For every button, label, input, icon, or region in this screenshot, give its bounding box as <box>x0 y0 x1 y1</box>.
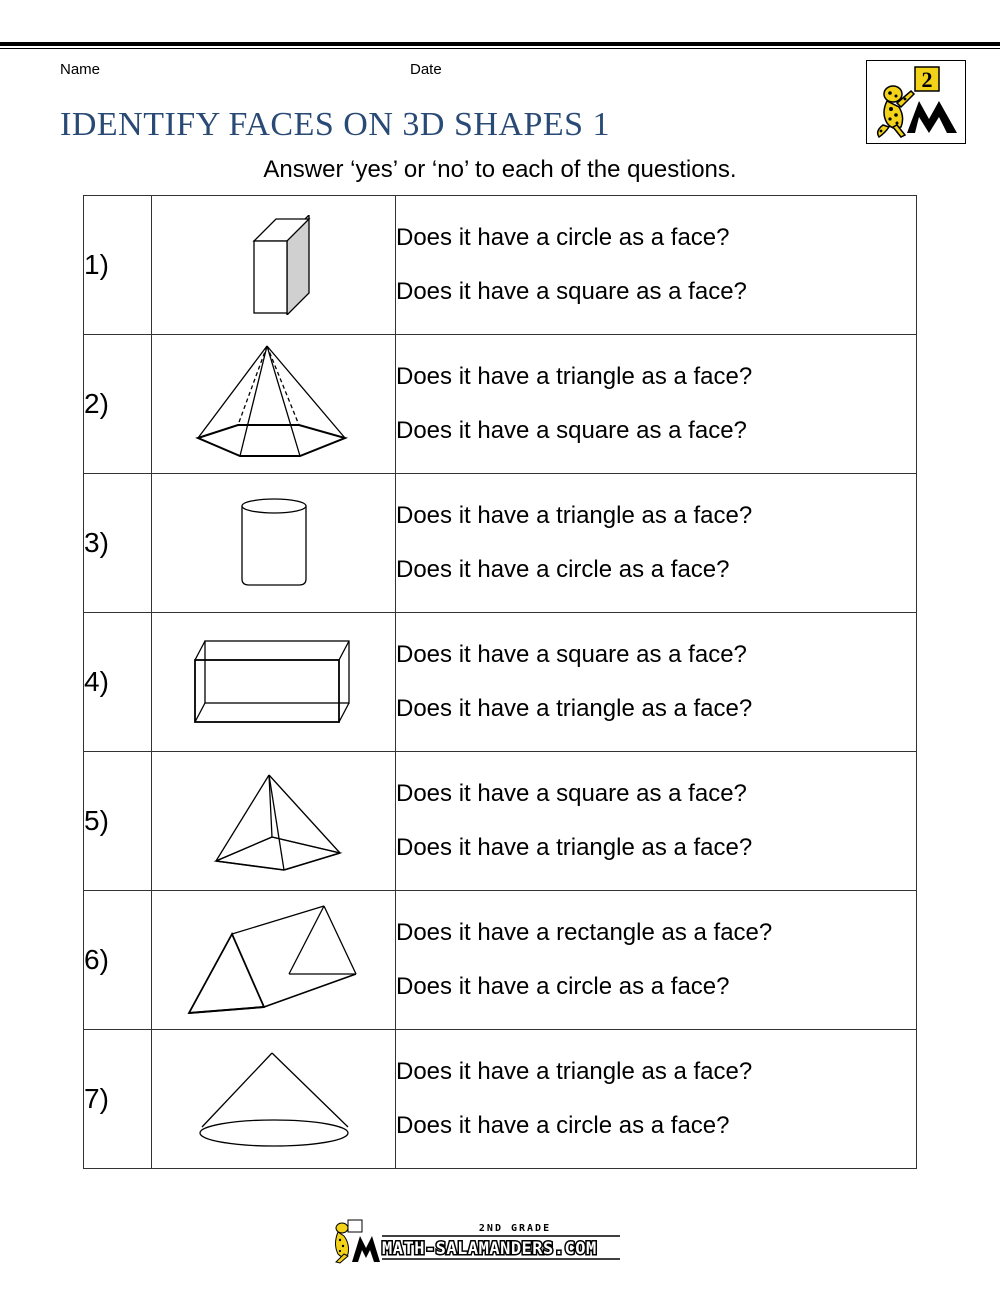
math-salamanders-logo <box>866 60 966 144</box>
square-pyramid-icon <box>204 771 344 871</box>
question-2: Does it have a square as a face? <box>396 417 747 444</box>
question-2: Does it have a triangle as a face? <box>396 834 753 861</box>
worksheet-title: IDENTIFY FACES ON 3D SHAPES 1 <box>60 106 611 143</box>
hexagonal-pyramid-icon <box>169 342 379 466</box>
question-number: 7) <box>84 1030 152 1169</box>
question-number: 6) <box>84 891 152 1030</box>
question-text <box>396 613 917 752</box>
question-1: Does it have a triangle as a face? <box>396 363 753 390</box>
question-row <box>84 474 917 613</box>
question-row <box>84 891 917 1030</box>
question-row <box>84 752 917 891</box>
date-label: Date <box>410 61 442 78</box>
shape-cell <box>152 613 396 752</box>
question-2: Does it have a circle as a face? <box>396 1112 730 1139</box>
question-text <box>396 752 917 891</box>
shape-cell <box>152 752 396 891</box>
question-row <box>84 1030 917 1169</box>
question-1: Does it have a square as a face? <box>396 641 747 668</box>
question-number: 4) <box>84 613 152 752</box>
question-1: Does it have a circle as a face? <box>396 224 730 251</box>
cylinder-icon <box>229 493 319 593</box>
shape-cell <box>152 474 396 613</box>
question-2: Does it have a triangle as a face? <box>396 695 753 722</box>
top-rule-thin <box>0 48 1000 49</box>
footer-logo <box>330 1218 625 1264</box>
triangular-prism-icon <box>184 902 364 1018</box>
question-1: Does it have a triangle as a face? <box>396 502 753 529</box>
question-1: Does it have a rectangle as a face? <box>396 919 773 946</box>
question-2: Does it have a square as a face? <box>396 278 747 305</box>
question-row <box>84 196 917 335</box>
rectangular-prism-icon <box>189 637 359 727</box>
shape-cell <box>152 891 396 1030</box>
top-rule <box>0 42 1000 46</box>
question-row <box>84 335 917 474</box>
question-text <box>396 891 917 1030</box>
cube-icon <box>214 215 334 315</box>
question-number: 5) <box>84 752 152 891</box>
footer-grade: 2ND GRADE <box>478 1223 552 1234</box>
shape-cell <box>152 196 396 335</box>
questions-table <box>83 195 917 1169</box>
question-1: Does it have a triangle as a face? <box>396 1058 753 1085</box>
instructions: Answer ‘yes’ or ‘no’ to each of the questions. <box>263 156 737 183</box>
question-number: 3) <box>84 474 152 613</box>
question-2: Does it have a circle as a face? <box>396 556 730 583</box>
question-number: 2) <box>84 335 152 474</box>
cone-icon <box>194 1049 354 1149</box>
question-text <box>396 335 917 474</box>
footer-site: MATH-SALAMANDERS.COM <box>382 1239 597 1259</box>
name-label: Name <box>60 61 101 78</box>
question-text <box>396 196 917 335</box>
shape-cell <box>152 335 396 474</box>
question-text <box>396 1030 917 1169</box>
question-2: Does it have a circle as a face? <box>396 973 730 1000</box>
question-row <box>84 613 917 752</box>
shape-cell <box>152 1030 396 1169</box>
question-text <box>396 474 917 613</box>
logo-grade-number: 2 <box>921 67 933 92</box>
question-1: Does it have a square as a face? <box>396 780 747 807</box>
question-number: 1) <box>84 196 152 335</box>
